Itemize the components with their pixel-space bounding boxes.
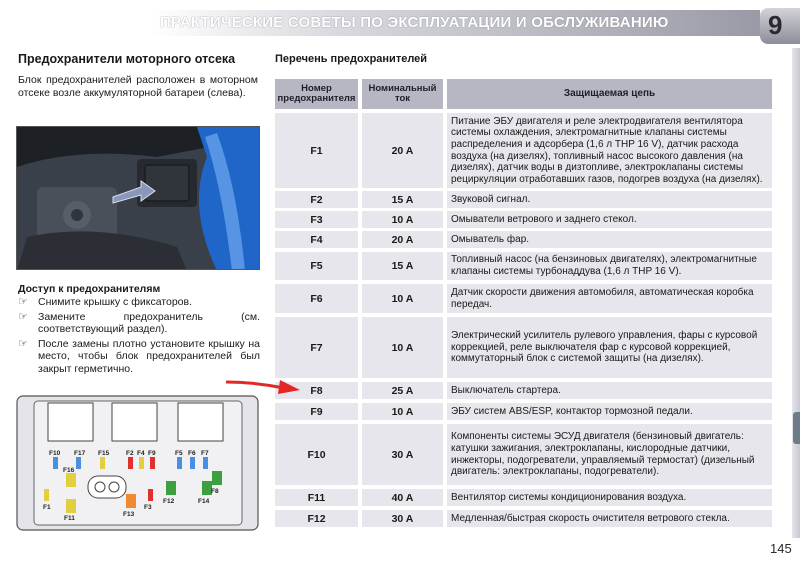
fuse-f13	[126, 494, 136, 508]
fuse-id: F11	[275, 489, 358, 506]
fuse-f6	[190, 457, 195, 469]
diagram-label: F12	[163, 498, 175, 505]
red-arrow-icon	[224, 376, 304, 396]
fuse-amps: 10 A	[362, 211, 443, 228]
header-rating: Номинальный ток	[362, 79, 443, 109]
fuse-f17	[76, 457, 81, 469]
fuse-amps: 30 A	[362, 510, 443, 527]
step-item	[18, 338, 260, 376]
header-circuit: Защищаемая цепь	[447, 79, 772, 109]
fuse-desc: Омыватель фар.	[447, 231, 772, 248]
chapter-number: 9	[768, 10, 783, 40]
fuse-id: F3	[275, 211, 358, 228]
fuse-f11	[66, 499, 76, 513]
fuse-f10	[53, 457, 58, 469]
side-strip	[792, 48, 800, 538]
steps-list	[18, 296, 260, 377]
diagram-label: F7	[201, 450, 209, 457]
header-number: Номер предохранителя	[275, 79, 358, 109]
engine-bay-photo	[16, 126, 260, 270]
hand-pointer-icon: ☞	[18, 296, 28, 308]
fuse-desc: Электрический усилитель рулевого управления, фары с курсовой коррекцией, реле выключателя фар с курсовой коррекцией, коммутаторный блок с системой защиты (на дизелях).	[447, 317, 772, 378]
fuse-f8	[212, 471, 222, 485]
fuse-id: F7	[275, 317, 358, 378]
fuse-amps: 15 A	[362, 191, 443, 208]
fuse-f16	[66, 473, 76, 487]
intro-paragraph: Блок предохранителей расположен в моторном отсеке возле аккумуляторной батареи (слева).	[18, 74, 258, 99]
table-row	[275, 510, 772, 527]
fuse-desc: Медленная/быстрая скорость очистителя ветрового стекла.	[447, 510, 772, 527]
fuse-amps: 20 A	[362, 113, 443, 188]
table-row	[275, 252, 772, 280]
access-title: Доступ к предохранителям	[18, 283, 161, 295]
fuse-f5	[177, 457, 182, 469]
table-row	[275, 191, 772, 208]
step-text: Замените предохранитель (см. соответствующий раздел).	[38, 310, 260, 335]
diagram-label: F1	[43, 504, 51, 511]
table-row	[275, 113, 772, 188]
section-title: Предохранители моторного отсека	[18, 52, 236, 66]
table-row	[275, 317, 772, 378]
fuse-f1	[44, 489, 49, 501]
fuse-desc: Вентилятор системы кондиционирования воздуха.	[447, 489, 772, 506]
diagram-label: F6	[188, 450, 196, 457]
page-header	[0, 0, 800, 48]
fuse-id: F9	[275, 403, 358, 420]
fuse-id: F1	[275, 113, 358, 188]
table-title: Перечень предохранителей	[275, 53, 428, 65]
table-row	[275, 403, 772, 420]
diagram-label: F4	[137, 450, 145, 457]
step-text: Снимите крышку с фиксаторов.	[38, 296, 193, 308]
step-item	[18, 296, 260, 309]
table-row	[275, 424, 772, 485]
fuse-box-drawing	[16, 395, 259, 531]
fuse-desc: Датчик скорости движения автомобиля, автоматическая коробка передач.	[447, 284, 772, 313]
page-number: 145	[770, 541, 792, 556]
fuse-amps: 10 A	[362, 317, 443, 378]
table-row	[275, 489, 772, 506]
table-row	[275, 231, 772, 248]
fuse-desc: ЭБУ систем ABS/ESP, контактор тормозной педали.	[447, 403, 772, 420]
fuse-f15	[100, 457, 105, 469]
fuse-amps: 10 A	[362, 403, 443, 420]
diagram-label: F17	[74, 450, 86, 457]
diagram-label: F13	[123, 511, 135, 518]
fuse-amps: 15 A	[362, 252, 443, 280]
fuse-id: F8	[275, 382, 358, 399]
fuse-desc: Питание ЭБУ двигателя и реле электродвигателя вентилятора системы охлаждения, электромагнитные клапаны системы распределения и адсорбера (1,6 л THP 16 V), датчик расхода воздуха (на дизелях), топливный насос высокого давления (на дизелях), датчик воды в дизтопливе, электроклапаны системы рециркуляции отработавших газов, подогрев воздуха (на дизелях).	[447, 113, 772, 188]
diagram-label: F15	[98, 450, 110, 457]
fuse-amps: 40 A	[362, 489, 443, 506]
page-title: ПРАКТИЧЕСКИЕ СОВЕТЫ ПО ЭКСПЛУАТАЦИИ И ОБСЛУЖИВАНИЮ	[160, 14, 669, 31]
table-row	[275, 382, 772, 399]
fuse-f2	[128, 457, 133, 469]
fuse-id: F12	[275, 510, 358, 527]
hand-pointer-icon: ☞	[18, 310, 28, 323]
fuse-desc: Компоненты системы ЭСУД двигателя (бензиновый двигатель: катушки зажигания, электроклапаны, кислородные датчики, инжекторы, подогреватели, управляемый термостат) (дизельный двигатель: электроклапаны, подогреватели).	[447, 424, 772, 485]
diagram-label: F10	[49, 450, 61, 457]
fuse-amps: 20 A	[362, 231, 443, 248]
fuse-amps: 30 A	[362, 424, 443, 485]
fuse-id: F4	[275, 231, 358, 248]
diagram-label: F11	[64, 515, 75, 522]
fuse-id: F10	[275, 424, 358, 485]
table-row	[275, 284, 772, 313]
diagram-label: F2	[126, 450, 134, 457]
fuse-box-diagram	[16, 395, 259, 531]
fuse-f3	[148, 489, 153, 501]
diagram-label: F3	[144, 504, 152, 511]
fuse-id: F6	[275, 284, 358, 313]
diagram-label: F9	[148, 450, 156, 457]
fuse-desc: Топливный насос (на бензиновых двигателях), электромагнитные клапаны системы турбонаддува (1,6 л THP 16 V).	[447, 252, 772, 280]
diagram-label: F16	[63, 467, 75, 474]
fuse-id: F2	[275, 191, 358, 208]
fuse-desc: Омыватели ветрового и заднего стекол.	[447, 211, 772, 228]
diagram-label: F8	[211, 488, 219, 495]
fuse-f4	[139, 457, 144, 469]
side-marker	[793, 412, 800, 444]
diagram-label: F14	[198, 498, 210, 505]
fuse-id: F5	[275, 252, 358, 280]
fuse-amps: 10 A	[362, 284, 443, 313]
fuse-desc: Выключатель стартера.	[447, 382, 772, 399]
fuse-f9	[150, 457, 155, 469]
fuse-desc: Звуковой сигнал.	[447, 191, 772, 208]
hand-pointer-icon: ☞	[18, 337, 28, 350]
table-row	[275, 211, 772, 228]
fuse-f12	[166, 481, 176, 495]
engine-bay-illustration	[17, 127, 260, 270]
step-text: После замены плотно установите крышку на место, чтобы блок предохранителей был закрыт герметично.	[38, 337, 260, 375]
fuse-amps: 25 A	[362, 382, 443, 399]
step-item	[18, 311, 260, 336]
diagram-label: F5	[175, 450, 183, 457]
